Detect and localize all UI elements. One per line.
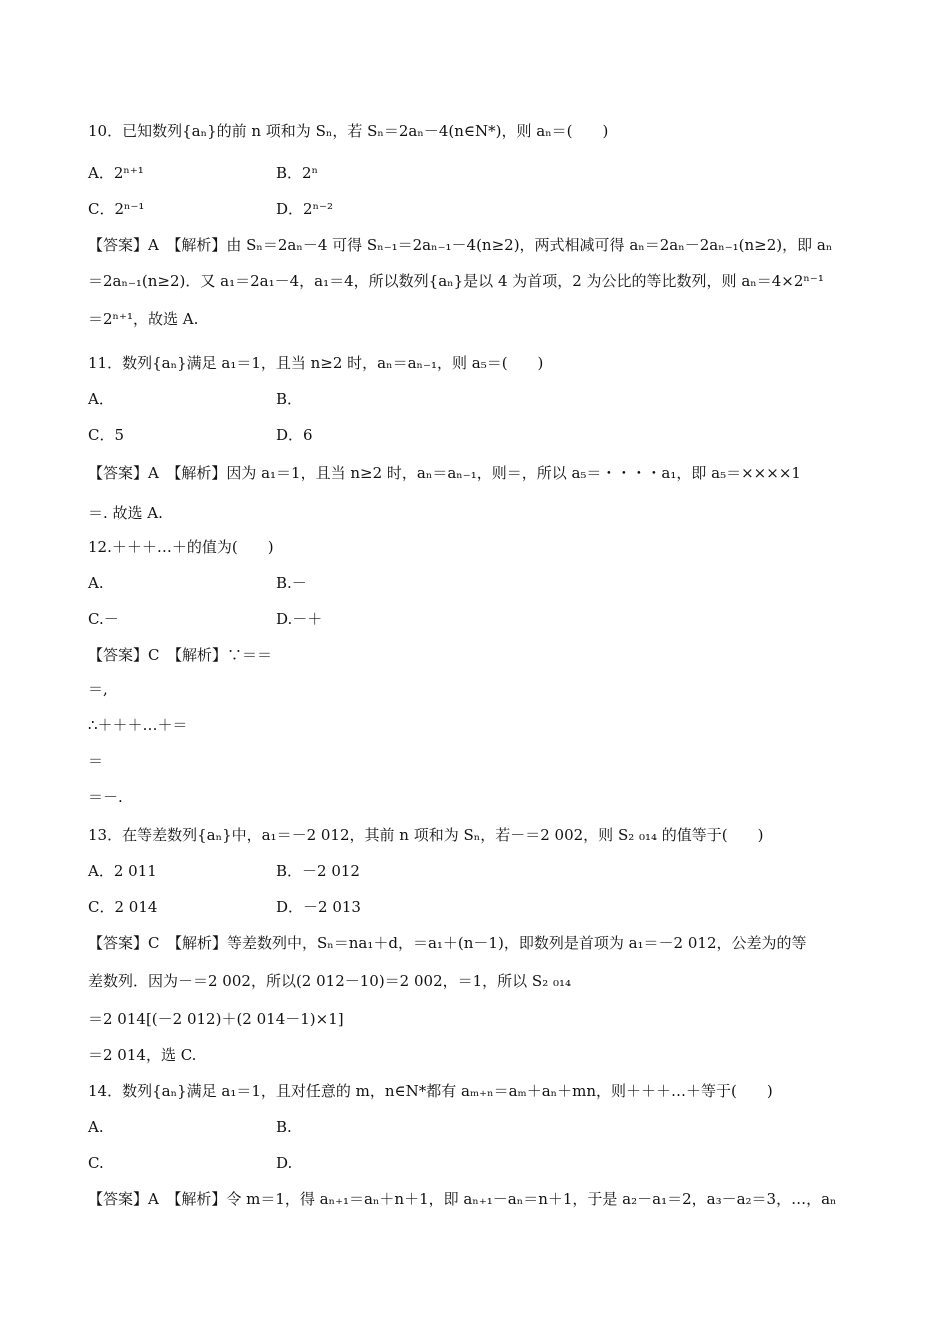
- question-13: 13．在等差数列{aₙ}中，a₁＝－2 012，其前 n 项和为 Sₙ，若－＝2 002，则 S₂ ₀₁₄ 的值等于( ): [88, 826, 764, 844]
- answer-10-line-2: ＝2aₙ₋₁(n≥2)．又 a₁＝2a₁－4，a₁＝4，所以数列{aₙ}是以 4 为首项，2 为公比的等比数列，则 aₙ＝4×2ⁿ⁻¹: [88, 272, 824, 290]
- answer-11-line-2: ＝. 故选 A.: [88, 504, 163, 522]
- answer-12-line-4: ＝: [88, 752, 104, 770]
- answer-13-line-3: ＝2 014[(－2 012)＋(2 014－1)×1]: [88, 1010, 344, 1028]
- answer-10-line-3: ＝2ⁿ⁺¹，故选 A.: [88, 310, 199, 328]
- answer-12-line-1: 【答案】C 【解析】∵＝＝: [88, 646, 272, 664]
- option-d: D．－2 013: [276, 898, 361, 916]
- option-c: C.－: [88, 610, 119, 628]
- option-c: C.: [88, 1154, 104, 1172]
- option-a: A.: [88, 1118, 104, 1136]
- option-d: D．2ⁿ⁻²: [276, 200, 333, 218]
- question-11: 11．数列{aₙ}满足 a₁＝1，且当 n≥2 时，aₙ＝aₙ₋₁，则 a₅＝( ): [88, 354, 544, 372]
- option-d: D．6: [276, 426, 313, 444]
- answer-14-line-1: 【答案】A 【解析】令 m＝1，得 aₙ₊₁＝aₙ＋n＋1，即 aₙ₊₁－aₙ＝n＋1，于是 a₂－a₁＝2，a₃－a₂＝3，…，aₙ: [88, 1190, 837, 1208]
- option-a: A.: [88, 574, 104, 592]
- answer-13-line-1: 【答案】C 【解析】等差数列中，Sₙ＝na₁＋d，＝a₁＋(n－1)，即数列是首项为 a₁＝－2 012，公差为的等: [88, 934, 807, 952]
- answer-11-line-1: 【答案】A 【解析】因为 a₁＝1，且当 n≥2 时，aₙ＝aₙ₋₁，则＝，所以 a₅＝・・・・a₁，即 a₅＝××××1: [88, 464, 801, 482]
- option-b: B.－: [276, 574, 307, 592]
- answer-13-line-4: ＝2 014，选 C.: [88, 1046, 197, 1064]
- option-b: B.: [276, 1118, 292, 1136]
- question-12: 12.＋＋＋…＋的值为( ): [88, 538, 274, 556]
- option-c: C．2ⁿ⁻¹: [88, 200, 145, 218]
- option-d: D.: [276, 1154, 293, 1172]
- option-b: B．: [276, 390, 303, 408]
- answer-12-line-3: ∴＋＋＋…＋＝: [88, 716, 188, 734]
- option-a: A．: [88, 390, 114, 408]
- answer-12-line-5: ＝－.: [88, 788, 123, 806]
- answer-13-line-2: 差数列．因为－＝2 002，所以(2 012－10)＝2 002，＝1，所以 S₂ ₀₁₄: [88, 972, 572, 990]
- answer-10-line-1: 【答案】A 【解析】由 Sₙ＝2aₙ－4 可得 Sₙ₋₁＝2aₙ₋₁－4(n≥2)，两式相减可得 aₙ＝2aₙ－2aₙ₋₁(n≥2)，即 aₙ: [88, 236, 833, 254]
- option-b: B．－2 012: [276, 862, 360, 880]
- option-a: A．2 011: [88, 862, 157, 880]
- question-14: 14．数列{aₙ}满足 a₁＝1，且对任意的 m，n∈N*都有 aₘ₊ₙ＝aₘ＋aₙ＋mn，则＋＋＋…＋等于( ): [88, 1082, 773, 1100]
- option-c: C．2 014: [88, 898, 158, 916]
- option-c: C．5: [88, 426, 125, 444]
- option-d: D.－＋: [276, 610, 323, 628]
- option-a: A．2ⁿ⁺¹: [88, 164, 144, 182]
- answer-12-line-2: ＝,: [88, 680, 108, 698]
- question-10: 10．已知数列{aₙ}的前 n 项和为 Sₙ，若 Sₙ＝2aₙ－4(n∈N*)，则 aₙ＝( ): [88, 122, 609, 140]
- option-b: B．2ⁿ: [276, 164, 319, 182]
